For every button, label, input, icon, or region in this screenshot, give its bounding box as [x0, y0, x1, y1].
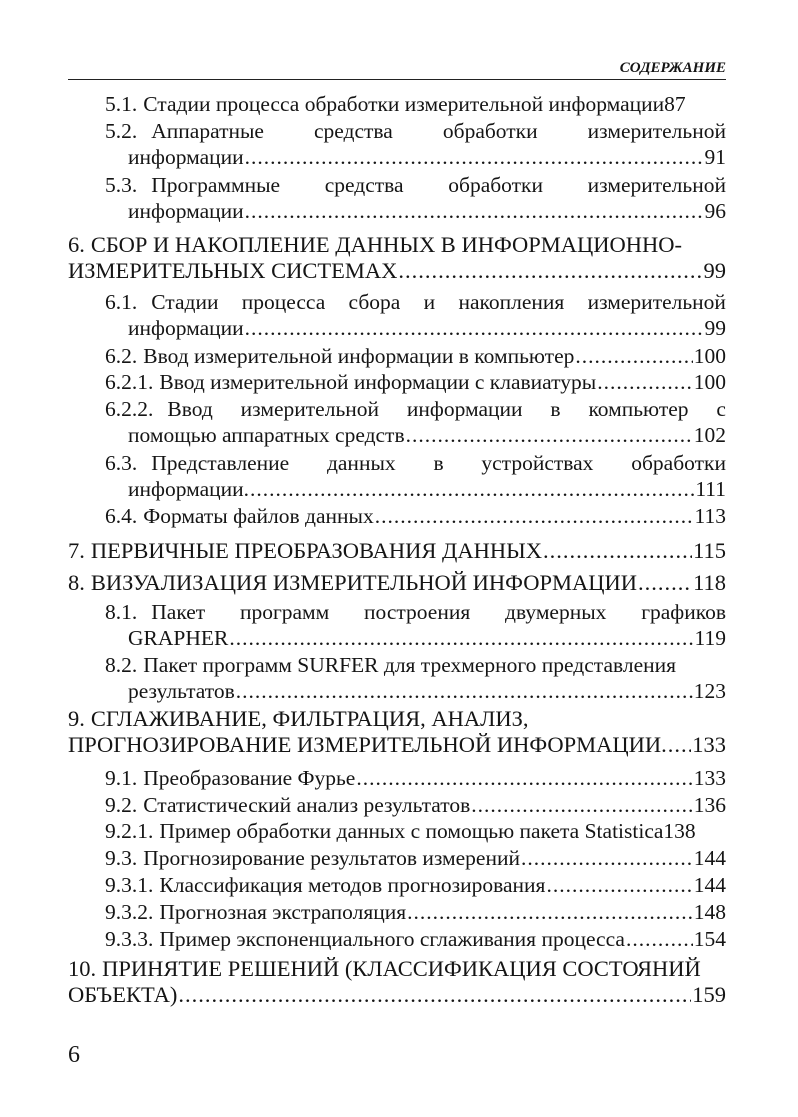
- toc-entry-number: 6.2.: [105, 344, 138, 368]
- toc-page-number: 111: [695, 477, 726, 501]
- toc-page-number: 96: [704, 199, 726, 223]
- toc-entry-title: Прогнозная экстраполяция: [159, 900, 407, 924]
- toc-entry-number: 9.2.1.: [105, 819, 154, 843]
- toc-page-number: 91: [704, 145, 726, 169]
- dot-leader: [597, 369, 693, 395]
- toc-entry-title: Ввод измерительной информации в компьютер с: [167, 397, 726, 421]
- dot-leader: [575, 343, 692, 369]
- toc-entry-title: Стадии процесса обработки измерительной информации: [143, 92, 665, 116]
- toc-page-number: 159: [692, 982, 726, 1007]
- toc-entry-number: 5.2.: [105, 119, 138, 143]
- toc-entry-number: 9.: [68, 706, 85, 731]
- toc-entry-number: 9.3.1.: [105, 873, 154, 897]
- toc-entry[interactable]: [105, 118, 726, 170]
- toc-entry-number: 8.1.: [105, 600, 138, 624]
- toc-entry[interactable]: [105, 652, 726, 704]
- toc-entry-title: GRAPHER: [128, 626, 229, 650]
- toc-entry-title: Ввод измерительной информации в компьютер: [143, 344, 575, 368]
- toc-page-number: 133: [693, 766, 726, 790]
- toc-page-number: 148: [693, 900, 726, 924]
- toc-entry-number: 9.3.2.: [105, 900, 154, 924]
- dot-leader: [245, 144, 704, 170]
- dot-leader: [245, 198, 704, 224]
- toc-page-number: 138: [663, 819, 696, 843]
- toc-entry-number: 7.: [68, 538, 85, 563]
- toc-entry-title: помощью аппаратных средств: [128, 423, 405, 447]
- toc-entry-number: 5.1.: [105, 92, 138, 116]
- toc-page-number: 154: [693, 927, 726, 951]
- toc-entry-title: Пример экспоненциального сглаживания процесса: [159, 927, 625, 951]
- toc-entry[interactable]: [68, 538, 726, 564]
- toc-entry[interactable]: [105, 926, 726, 952]
- toc-entry-number: 6.2.2.: [105, 397, 154, 421]
- toc-entry-title: информации: [128, 199, 244, 223]
- toc-entry-title: Стадии процесса сбора и накопления измерительной: [151, 290, 726, 314]
- toc-page-number: 136: [693, 793, 726, 817]
- toc-entry[interactable]: [105, 91, 726, 117]
- toc-entry-title: Статистический анализ результатов: [143, 793, 471, 817]
- toc-entry-title: Пример обработки данных с помощью пакета Statistica: [159, 819, 664, 843]
- toc-entry-number: 9.3.3.: [105, 927, 154, 951]
- toc-entry[interactable]: [105, 369, 726, 395]
- toc-page-number: 115: [693, 538, 726, 563]
- toc-entry-title: Аппаратные средства обработки измерительной: [151, 119, 726, 143]
- toc-entry[interactable]: [105, 899, 726, 925]
- dot-leader: [638, 570, 692, 596]
- toc-entry[interactable]: [105, 172, 726, 224]
- dot-leader: [543, 538, 692, 564]
- toc-entry-title: Представление данных в устройствах обработки: [151, 451, 726, 475]
- toc-page-number: 144: [693, 873, 726, 897]
- toc-entry-title: Программные средства обработки измерительной: [151, 173, 726, 197]
- toc-page-number: 113: [694, 504, 726, 528]
- toc-entry[interactable]: [105, 845, 726, 871]
- toc-page-number: 123: [693, 679, 726, 703]
- dot-leader: [406, 422, 693, 448]
- toc-page-number: 100: [693, 370, 726, 394]
- toc-entry-title: Ввод измерительной информации с клавиатуры: [159, 370, 597, 394]
- toc-entry-number: 6.: [68, 232, 85, 257]
- dot-leader: [356, 765, 692, 791]
- toc-page-number: 133: [692, 732, 726, 757]
- toc-page-number: 100: [693, 344, 726, 368]
- toc-entry[interactable]: [105, 450, 726, 502]
- toc-entry-number: 10.: [68, 956, 97, 981]
- page-number: 6: [68, 1042, 80, 1068]
- toc-entry-title: ПЕРВИЧНЫЕ ПРЕОБРАЗОВАНИЯ ДАННЫХ: [90, 538, 542, 563]
- toc-entry-number: 8.2.: [105, 653, 138, 677]
- toc-entry-title: СБОР И НАКОПЛЕНИЕ ДАННЫХ В ИНФОРМАЦИОННО-: [90, 232, 682, 257]
- toc-entry-title: информации: [128, 145, 244, 169]
- toc-entry[interactable]: [68, 570, 726, 596]
- dot-leader: [521, 845, 693, 871]
- toc-entry-number: 9.2.: [105, 793, 138, 817]
- toc-entry-title: результатов: [128, 679, 235, 703]
- toc-entry[interactable]: [105, 792, 726, 818]
- dot-leader: [407, 899, 693, 925]
- toc-entry[interactable]: [105, 503, 726, 529]
- toc-entry[interactable]: [105, 872, 726, 898]
- toc-entry-title: СГЛАЖИВАНИЕ, ФИЛЬТРАЦИЯ, АНАЛИЗ,: [90, 706, 529, 731]
- toc-entry-number: 9.1.: [105, 766, 138, 790]
- dot-leader: [245, 315, 704, 341]
- toc-page-number: 102: [693, 423, 726, 447]
- toc-entry[interactable]: [68, 706, 726, 758]
- dot-leader: [236, 678, 693, 704]
- toc-entry[interactable]: [68, 232, 726, 284]
- toc-entry-title: ПРИНЯТИЕ РЕШЕНИЙ (КЛАССИФИКАЦИЯ СОСТОЯНИЙ: [102, 956, 701, 981]
- toc-entry-title: ПРОГНОЗИРОВАНИЕ ИЗМЕРИТЕЛЬНОЙ ИНФОРМАЦИИ.: [68, 732, 667, 757]
- toc-entry-title: ИЗМЕРИТЕЛЬНЫХ СИСТЕМАХ: [68, 258, 398, 283]
- toc-page-number: 87: [664, 92, 686, 116]
- dot-leader: [546, 872, 692, 898]
- toc-entry-number: 6.2.1.: [105, 370, 154, 394]
- dot-leader: [229, 625, 693, 651]
- toc-entry[interactable]: [105, 818, 729, 844]
- toc-entry-title: Прогнозирование результатов измерений: [143, 846, 520, 870]
- toc-entry[interactable]: [105, 289, 726, 341]
- dot-leader: [398, 258, 702, 284]
- toc-entry[interactable]: [68, 956, 726, 1008]
- toc-entry[interactable]: [105, 765, 726, 791]
- toc-entry-number: 8.: [68, 570, 85, 595]
- toc-entry-number: 6.3.: [105, 451, 138, 475]
- dot-leader: [178, 982, 691, 1008]
- dot-leader: [250, 476, 694, 502]
- toc-entry-title: Пакет программ построения двумерных графиков: [151, 600, 726, 624]
- running-header: СОДЕРЖАНИЕ: [619, 60, 726, 76]
- toc-entry[interactable]: [105, 396, 726, 448]
- dot-leader: [375, 503, 694, 529]
- toc-entry-title: информации.: [128, 477, 250, 501]
- toc-entry-number: 6.4.: [105, 504, 138, 528]
- toc-entry-title: информации: [128, 316, 244, 340]
- toc-entry-title: ВИЗУАЛИЗАЦИЯ ИЗМЕРИТЕЛЬНОЙ ИНФОРМАЦИИ: [90, 570, 637, 595]
- dot-leader: [626, 926, 693, 952]
- dot-leader: [668, 732, 691, 758]
- toc-entry[interactable]: [105, 599, 726, 651]
- toc-page-number: 99: [703, 258, 726, 283]
- toc-entry-number: 9.3.: [105, 846, 138, 870]
- toc-entry-number: 6.1.: [105, 290, 138, 314]
- toc-entry-title: Преобразование Фурье: [143, 766, 356, 790]
- toc-entry[interactable]: [105, 343, 726, 369]
- toc-entry-title: Форматы файлов данных: [143, 504, 374, 528]
- toc-entry-number: 5.3.: [105, 173, 138, 197]
- toc-page-number: 144: [693, 846, 726, 870]
- toc-page-number: 119: [694, 626, 726, 650]
- dot-leader: [471, 792, 693, 818]
- toc-entry-title: Пакет программ SURFER для трехмерного представления: [143, 653, 677, 677]
- toc-page-number: 118: [693, 570, 726, 595]
- toc-entry-title: Классификация методов прогнозирования: [159, 873, 546, 897]
- toc-entry-title: ОБЪЕКТА): [68, 982, 178, 1007]
- toc-page-number: 99: [704, 316, 726, 340]
